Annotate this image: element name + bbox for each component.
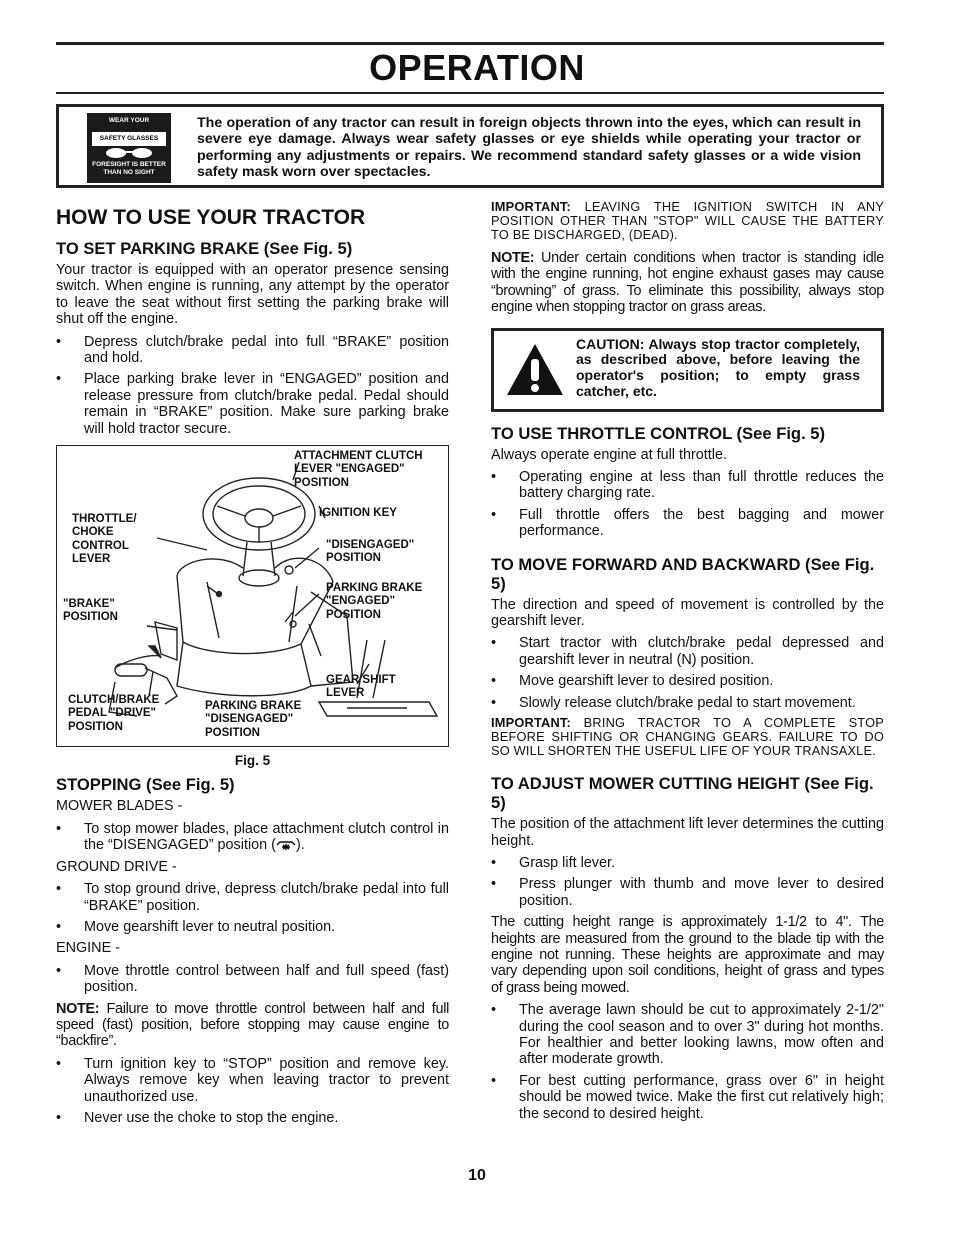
blade-disengaged-icon [276, 839, 296, 852]
list-item: • Start tractor with clutch/brake pedal depressed and gearshift lever in neutral (N) position. [491, 635, 884, 668]
move-intro: The direction and speed of movement is controlled by the gearshift lever. [491, 596, 884, 630]
page-number: 10 [468, 1167, 486, 1184]
list-item: • Press plunger with thumb and move lever to desired position. [491, 876, 884, 909]
label-parking-brake-engaged: PARKING BRAKE "ENGAGED" POSITION [326, 582, 423, 621]
note-text: Failure to move throttle control between half and full speed (fast) position, before stopping may cause engine to “backfire”. [56, 1000, 449, 1050]
ground-drive-list [56, 881, 449, 935]
blades-text-a: To stop mower blades, place attachment clutch control in the “DISENGAGED” position ( [84, 820, 449, 854]
note-lead: NOTE: [56, 1000, 100, 1017]
lawn-tips-list [491, 1002, 884, 1122]
badge-band-text: SAFETY GLASSES [92, 132, 166, 146]
label-ignition-key: IGNITION KEY [319, 507, 397, 520]
mower-blades-label: MOWER BLADES - [56, 798, 183, 815]
list-item: • Place parking brake lever in “ENGAGED” position and release pressure from clutch/brake pedal. Pedal should remain in “BRAKE” position. Make sure parking brake will hold tractor secure. [56, 371, 449, 437]
blades-text-b: ). [295, 837, 305, 854]
engine-list [56, 963, 449, 996]
list-item: • For best cutting performance, grass over 6" in height should be mowed twice. Make the first cut relatively high; the second to desired height. [491, 1073, 884, 1122]
glasses-shape-icon [104, 147, 154, 159]
important-lead: IMPORTANT: [491, 715, 571, 731]
label-clutch-drive: CLUTCH/BRAKE PEDAL "DRIVE" POSITION [68, 694, 160, 733]
throttle-intro: Always operate engine at full throttle. [491, 446, 727, 463]
list-item: • Grasp lift lever. [491, 855, 884, 871]
height-intro: The position of the attachment lift lever determines the cutting height. [491, 816, 884, 849]
note-text: Under certain conditions when tractor is standing idle with the engine running, hot engine exhaust gases may cause “browning” of grass. To eliminate this possibility, always stop engine when stopping tractor on grass areas. [491, 250, 884, 316]
list-item [56, 821, 449, 854]
header-rule-bottom [56, 92, 884, 94]
move-heading: TO MOVE FORWARD AND BACKWARD (See Fig. 5) [491, 554, 875, 593]
list-item: • Turn ignition key to “STOP” position and remove key. Always remove key when leaving tractor to prevent unauthorized use. [56, 1056, 449, 1105]
label-parking-brake-disengaged: PARKING BRAKE "DISENGAGED" POSITION [205, 700, 302, 739]
list-item: • To stop ground drive, depress clutch/brake pedal into full “BRAKE” position. [56, 881, 449, 914]
parking-brake-intro: Your tractor is equipped with an operator presence sensing switch. When engine is running, any attempt by the operator to leave the seat without first setting the parking brake will shut off the engine. [56, 262, 449, 328]
ground-drive-label: GROUND DRIVE - [56, 858, 177, 875]
important-text: BRING TRACTOR TO A COMPLETE STOP BEFORE SHIFTING OR CHANGING GEARS. FAILURE TO DO SO WILL SHORTEN THE USEFUL LIFE OF YOUR TRANSAXLE. [491, 715, 884, 759]
parking-brake-heading: TO SET PARKING BRAKE (See Fig. 5) [56, 239, 353, 258]
important-ignition [491, 200, 884, 242]
backfire-note [56, 1001, 449, 1050]
throttle-list [491, 469, 884, 540]
important-lead: IMPORTANT: [491, 199, 571, 214]
badge-bottom-line-1: FORESIGHT IS BETTER [92, 161, 166, 168]
safety-warning-box [56, 104, 884, 188]
important-text: LEAVING THE IGNITION SWITCH IN ANY POSITION OTHER THAN "STOP" WILL CAUSE THE BATTERY TO BE DISCHARGED, (DEAD). [491, 199, 884, 242]
engine-label: ENGINE - [56, 940, 120, 957]
height-range-paragraph: The cutting height range is approximately 1-1/2 to 4". The heights are measured from the ground to the blade tip with the engine not running. These heights are approximate and may vary depending upon soil conditions, height of grass and types of grass being mowed. [491, 914, 884, 996]
page-title: OPERATION [369, 47, 585, 88]
list-item: • Move throttle control between half and full speed (fast) position. [56, 963, 449, 996]
caution-text: CAUTION: Always stop tractor completely, as described above, before leaving the operator's position; to empty grass catcher, etc. [576, 335, 860, 400]
list-item: • Slowly release clutch/brake pedal to start movement. [491, 695, 884, 711]
safety-warning-text: The operation of any tractor can result in foreign objects thrown into the eyes, which can result in severe eye damage. Always wear safety glasses or eye shields while operating your tractor or performing any adjustments or repairs. We recommend standard safety glasses or a wide vision safety mask worn over spectacles. [197, 115, 861, 181]
badge-top-text: WEAR YOUR [108, 117, 150, 124]
list-item: • Move gearshift lever to neutral position. [56, 919, 449, 935]
list-item: • Depress clutch/brake pedal into full “BRAKE” position and hold. [56, 334, 449, 367]
label-throttle-choke: THROTTLE/ CHOKE CONTROL LEVER [72, 513, 137, 566]
right-column [491, 200, 884, 1127]
figure-5 [56, 445, 449, 747]
warning-triangle-icon [504, 341, 566, 399]
browning-note [491, 250, 884, 316]
note-lead: NOTE: [491, 250, 535, 266]
height-list [491, 855, 884, 909]
list-item: • The average lawn should be cut to approximately 2-1/2" during the cool season and to over 3" during hot months. For healthier and better looking lawns, mow often and after moderate growth. [491, 1002, 884, 1068]
throttle-heading: TO USE THROTTLE CONTROL (See Fig. 5) [491, 423, 826, 443]
label-brake-position: "BRAKE" POSITION [63, 598, 118, 624]
figure-caption: Fig. 5 [234, 753, 271, 769]
badge-bottom-line-2: THAN NO SIGHT [103, 169, 155, 176]
list-item: • Move gearshift lever to desired position. [491, 673, 884, 689]
label-gear-shift: GEAR SHIFT LEVER [326, 674, 396, 700]
important-transaxle [491, 716, 884, 758]
height-heading: TO ADJUST MOWER CUTTING HEIGHT (See Fig. 5) [491, 774, 874, 813]
left-column [56, 205, 449, 1131]
list-item: • Never use the choke to stop the engine. [56, 1110, 449, 1126]
caution-box [491, 328, 884, 412]
list-item: • Operating engine at less than full throttle reduces the battery charging rate. [491, 469, 884, 502]
section-title: HOW TO USE YOUR TRACTOR [56, 206, 366, 229]
safety-glasses-icon [87, 113, 171, 183]
ignition-list [56, 1056, 449, 1127]
badge-bottom-text [89, 161, 169, 177]
stopping-heading: STOPPING (See Fig. 5) [56, 775, 235, 795]
list-item: • Full throttle offers the best bagging and mower performance. [491, 507, 884, 540]
label-attachment-clutch: ATTACHMENT CLUTCH LEVER "ENGAGED" POSITION [294, 450, 423, 489]
mower-blades-list [56, 821, 449, 854]
label-disengaged-position: "DISENGAGED" POSITION [326, 539, 415, 565]
parking-brake-list [56, 334, 449, 437]
move-list [491, 635, 884, 711]
